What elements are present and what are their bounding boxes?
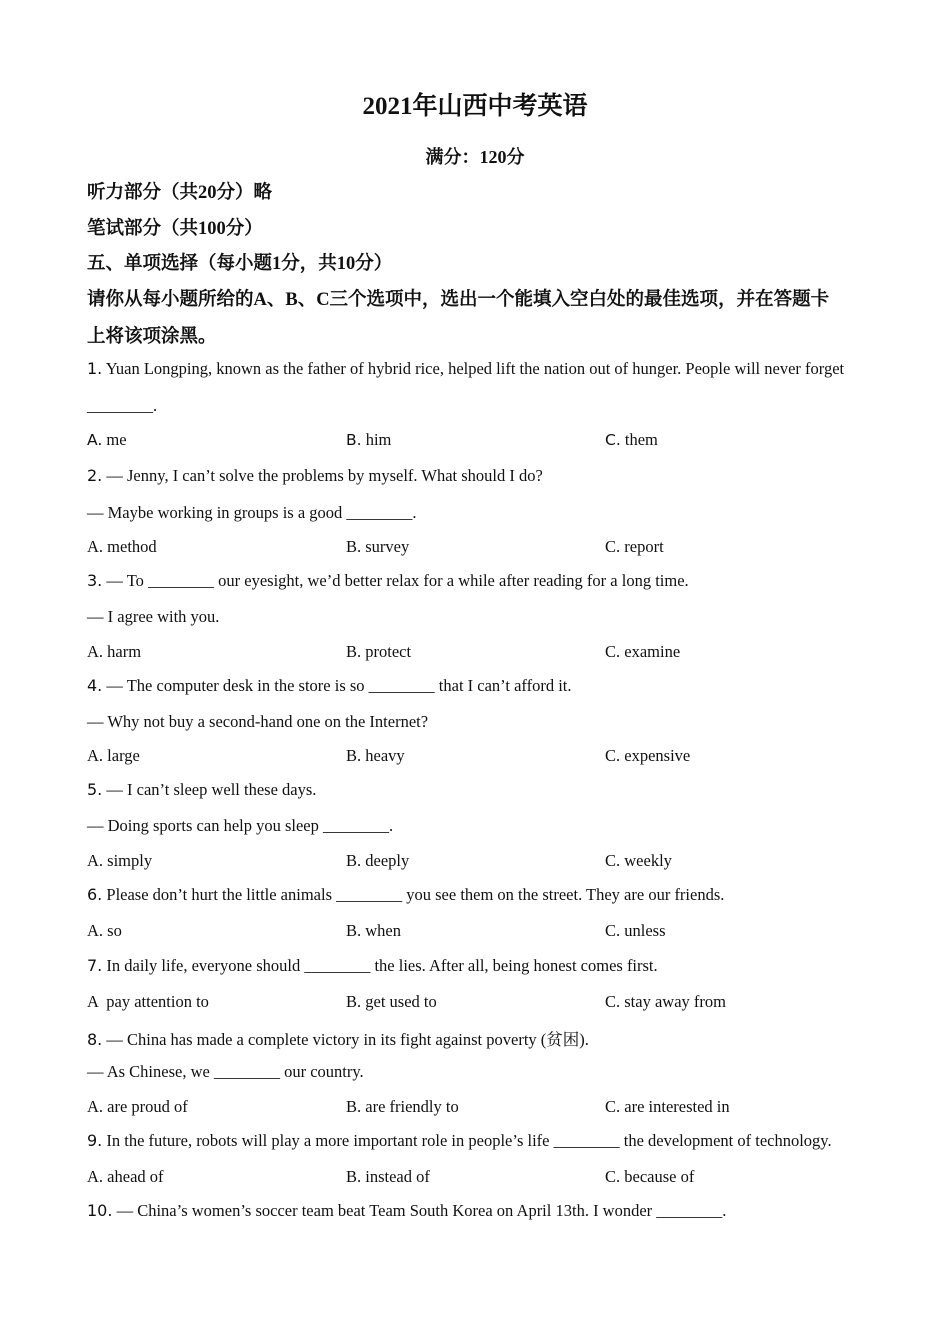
full-score: 满分：120分 [425,147,525,167]
question-number: 6. [87,885,103,904]
page-title: 2021年山西中考英语 [362,93,588,120]
question-9-option-b[interactable]: B. instead of [346,1167,430,1186]
question-text: — I can’t sleep well these days. [102,780,317,799]
question-text: — The computer desk in the store is so ________ that I can’t afford it. [102,676,572,695]
question-8-option-b[interactable]: B. are friendly to [346,1097,459,1116]
question-5-option-c[interactable]: C. weekly [605,851,672,870]
part5-heading: 五、单项选择（每小题1分，共10分） [87,254,393,274]
question-4-option-c[interactable]: C. expensive [605,746,691,765]
question-4-option-b[interactable]: B. heavy [346,746,405,765]
option-text: me [102,430,127,449]
question-3-stem [87,571,689,591]
question-text: — Jenny, I can’t solve the problems by myself. What should I do? [102,466,543,485]
question-1-option-b[interactable] [346,430,391,450]
question-7-option-a[interactable]: A pay attention to [87,992,209,1011]
question-4-option-a[interactable]: A. large [87,746,140,765]
listening-section-heading: 听力部分（共20分）略 [87,183,273,203]
question-3-option-c[interactable]: C. examine [605,642,681,661]
writing-section-heading: 笔试部分（共100分） [87,219,263,239]
question-number: 2. [87,466,103,485]
question-4-stem [87,676,572,696]
question-number: 8. [87,1030,103,1049]
option-letter: A. [87,431,103,449]
question-text: — China has made a complete victory in its fight against poverty (贫困). [102,1030,589,1049]
question-9-option-c[interactable]: C. because of [605,1167,695,1186]
question-6-option-a[interactable]: A. so [87,921,122,940]
question-5-stem [87,780,316,800]
question-2-line-2: — Maybe working in groups is a good ________. [87,503,417,522]
question-5-option-b[interactable]: B. deeply [346,851,410,870]
question-number: 9. [87,1131,103,1150]
question-7-option-c[interactable]: C. stay away from [605,992,726,1011]
question-8-line-2: — As Chinese, we ________ our country. [87,1062,364,1081]
question-text: — China’s women’s soccer team beat Team South Korea on April 13th. I wonder ________. [112,1201,727,1220]
question-text: Please don’t hurt the little animals ________ you see them on the street. They are our friends. [102,885,725,904]
question-number: 1. [87,359,103,378]
question-1-stem [87,359,844,379]
question-8-stem [87,1026,589,1050]
question-text: Yuan Longping, known as the father of hybrid rice, helped lift the nation out of hunger. People will never forget [102,359,845,378]
option-text: him [361,430,392,449]
question-2-stem [87,466,543,486]
option-text: them [620,430,658,449]
question-8-option-a[interactable]: A. are proud of [87,1097,188,1116]
question-9-option-a[interactable]: A. ahead of [87,1167,164,1186]
instruction-line-1: 请你从每小题所给的A、B、C三个选项中，选出一个能填入空白处的最佳选项，并在答题卡 [87,290,830,310]
question-number: 5. [87,780,103,799]
question-4-line-2: — Why not buy a second-hand one on the Internet? [87,712,429,731]
question-5-option-a[interactable]: A. simply [87,851,153,870]
question-3-option-a[interactable]: A. harm [87,642,142,661]
question-6-option-c[interactable]: C. unless [605,921,666,940]
option-letter: B. [346,431,362,449]
question-9-stem [87,1131,832,1151]
question-2-option-c[interactable]: C. report [605,537,664,556]
question-1-blank-line: ________. [87,396,158,415]
question-1-option-a[interactable] [87,430,127,450]
question-8-option-c[interactable]: C. are interested in [605,1097,730,1116]
option-letter: C. [605,431,621,449]
question-3-line-2: — I agree with you. [87,607,220,626]
question-2-option-b[interactable]: B. survey [346,537,410,556]
question-6-option-b[interactable]: B. when [346,921,401,940]
instruction-line-2: 上将该项涂黑。 [87,327,217,347]
question-5-line-2: — Doing sports can help you sleep ________. [87,816,394,835]
question-number: 7. [87,956,103,975]
question-6-stem [87,885,724,905]
question-10-stem [87,1201,726,1221]
question-7-stem [87,956,658,976]
question-number: 4. [87,676,103,695]
question-number: 3. [87,571,103,590]
question-text: — To ________ our eyesight, we’d better relax for a while after reading for a long time. [102,571,689,590]
question-text: In the future, robots will play a more important role in people’s life ________ the development of technology. [102,1131,832,1150]
question-number: 10. [87,1201,113,1220]
question-3-option-b[interactable]: B. protect [346,642,412,661]
question-text: In daily life, everyone should ________ the lies. After all, being honest comes first. [102,956,658,975]
question-2-option-a[interactable]: A. method [87,537,157,556]
question-1-option-c[interactable] [605,430,658,450]
question-7-option-b[interactable]: B. get used to [346,992,437,1011]
